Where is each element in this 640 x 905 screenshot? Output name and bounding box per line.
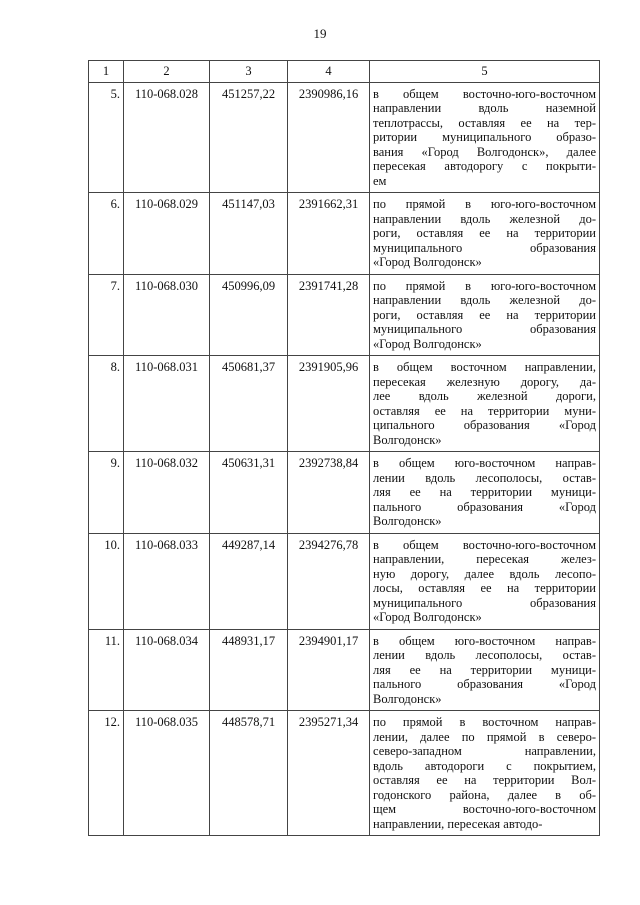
y-coordinate-cell: 2392738,84 (288, 452, 370, 534)
point-code-cell: 110-068.031 (124, 356, 210, 452)
table-row (89, 533, 600, 629)
row-number-cell: 7. (89, 274, 124, 356)
x-coordinate-cell: 448931,17 (210, 629, 288, 711)
point-code-cell: 110-068.028 (124, 82, 210, 193)
x-coordinate-cell: 451147,03 (210, 193, 288, 275)
description-line: по прямой в восточном направ- (373, 715, 596, 729)
description-line: оставляя ее на территории муни- (373, 403, 596, 418)
description-line: пального образования «Город (373, 677, 596, 691)
row-number-cell: 9. (89, 452, 124, 534)
column-header: 4 (288, 61, 370, 83)
column-header: 2 (124, 61, 210, 83)
description-line: Волгодонск» (373, 691, 442, 706)
description-line: роги, оставляя ее на территории (373, 307, 596, 322)
table-header-row (89, 61, 600, 83)
description-cell (370, 533, 600, 629)
y-coordinate-cell: 2391905,96 (288, 356, 370, 452)
y-coordinate-cell: 2394276,78 (288, 533, 370, 629)
row-number-cell: 10. (89, 533, 124, 629)
description-line: направлении, пересекая желез- (373, 552, 596, 566)
y-coordinate-cell: 2395271,34 (288, 711, 370, 836)
y-coordinate-cell: 2394901,17 (288, 629, 370, 711)
description-line: роги, оставляя ее на территории (373, 226, 596, 240)
description-cell (370, 356, 600, 452)
description-line: лее вдоль железной дороги, (373, 389, 596, 403)
point-code-cell: 110-068.033 (124, 533, 210, 629)
description-line: муниципального образования (373, 240, 596, 255)
table-row (89, 711, 600, 836)
description-line: лении вдоль лесополосы, остав- (373, 648, 596, 662)
row-number-cell: 12. (89, 711, 124, 836)
description-line: муниципального образования (373, 322, 596, 336)
description-line: ную дорогу, далее вдоль лесопо- (373, 566, 596, 581)
description-line: пального образования «Город (373, 499, 596, 514)
x-coordinate-cell: 450631,31 (210, 452, 288, 534)
point-code-cell: 110-068.034 (124, 629, 210, 711)
description-line: «Город Волгодонск» (373, 336, 482, 351)
table-row (89, 629, 600, 711)
description-cell (370, 193, 600, 275)
description-line: в общем юго-восточном направ- (373, 456, 596, 470)
description-line: теплотрассы, оставляя ее на тер- (373, 115, 596, 130)
description-line: по прямой в юго-юго-восточном (373, 278, 596, 293)
description-line: в общем юго-восточном направ- (373, 633, 596, 648)
description-line: оставляя ее на территории Вол- (373, 773, 596, 787)
description-line: «Город Волгодонск» (373, 610, 482, 624)
description-line: ритории муниципального образо- (373, 130, 596, 144)
description-line: вания «Город Волгодонск», далее (373, 144, 596, 159)
point-code-cell: 110-068.030 (124, 274, 210, 356)
description-line: северо-западном направлении, (373, 744, 596, 758)
description-line: в общем восточно-юго-восточном (373, 537, 596, 552)
x-coordinate-cell: 448578,71 (210, 711, 288, 836)
description-line: по прямой в юго-юго-восточном (373, 197, 596, 211)
table-row (89, 452, 600, 534)
x-coordinate-cell: 449287,14 (210, 533, 288, 629)
point-code-cell: 110-068.029 (124, 193, 210, 275)
description-line: в общем восточно-юго-восточном (373, 86, 596, 101)
description-line: направлении вдоль наземной (373, 101, 596, 115)
description-line: лении вдоль лесополосы, остав- (373, 470, 596, 485)
x-coordinate-cell: 450681,37 (210, 356, 288, 452)
point-code-cell: 110-068.035 (124, 711, 210, 836)
description-line: Волгодонск» (373, 432, 442, 447)
description-line: ляя ее на территории муници- (373, 662, 596, 677)
description-cell (370, 274, 600, 356)
description-line: лении, далее по прямой в северо- (373, 729, 596, 744)
description-line: «Город Волгодонск» (373, 255, 482, 269)
row-number-cell: 8. (89, 356, 124, 452)
table-row (89, 193, 600, 275)
description-line: лосы, оставляя ее на территории (373, 581, 596, 595)
column-header: 1 (89, 61, 124, 83)
boundary-points-table (88, 60, 600, 836)
x-coordinate-cell: 451257,22 (210, 82, 288, 193)
x-coordinate-cell: 450996,09 (210, 274, 288, 356)
description-line: щем восточно-юго-восточном (373, 802, 596, 816)
description-line: ципального образования «Город (373, 418, 596, 432)
table-row (89, 356, 600, 452)
description-line: вдоль автодороги с покрытием, (373, 758, 596, 773)
description-line: в общем восточном направлении, (373, 360, 596, 374)
description-line: пересекая автодорогу с покрыти- (373, 159, 596, 173)
point-code-cell: 110-068.032 (124, 452, 210, 534)
row-number-cell: 5. (89, 82, 124, 193)
column-header: 5 (370, 61, 600, 83)
column-header: 3 (210, 61, 288, 83)
page-number: 19 (313, 26, 327, 41)
description-line: Волгодонск» (373, 514, 442, 528)
description-line: ем (373, 173, 387, 188)
description-line: направлении вдоль железной до- (373, 293, 596, 307)
description-line: ляя ее на территории муници- (373, 485, 596, 499)
y-coordinate-cell: 2390986,16 (288, 82, 370, 193)
description-cell (370, 711, 600, 836)
description-line: направлении вдоль железной до- (373, 211, 596, 226)
description-cell (370, 82, 600, 193)
table-row (89, 274, 600, 356)
description-line: муниципального образования (373, 595, 596, 610)
table-row (89, 82, 600, 193)
row-number-cell: 11. (89, 629, 124, 711)
description-cell (370, 629, 600, 711)
y-coordinate-cell: 2391662,31 (288, 193, 370, 275)
y-coordinate-cell: 2391741,28 (288, 274, 370, 356)
description-line: пересекая железную дорогу, да- (373, 374, 596, 389)
description-cell (370, 452, 600, 534)
row-number-cell: 6. (89, 193, 124, 275)
description-line: годонского района, далее в об- (373, 787, 596, 802)
description-line: направлении, пересекая автодо- (373, 816, 543, 831)
